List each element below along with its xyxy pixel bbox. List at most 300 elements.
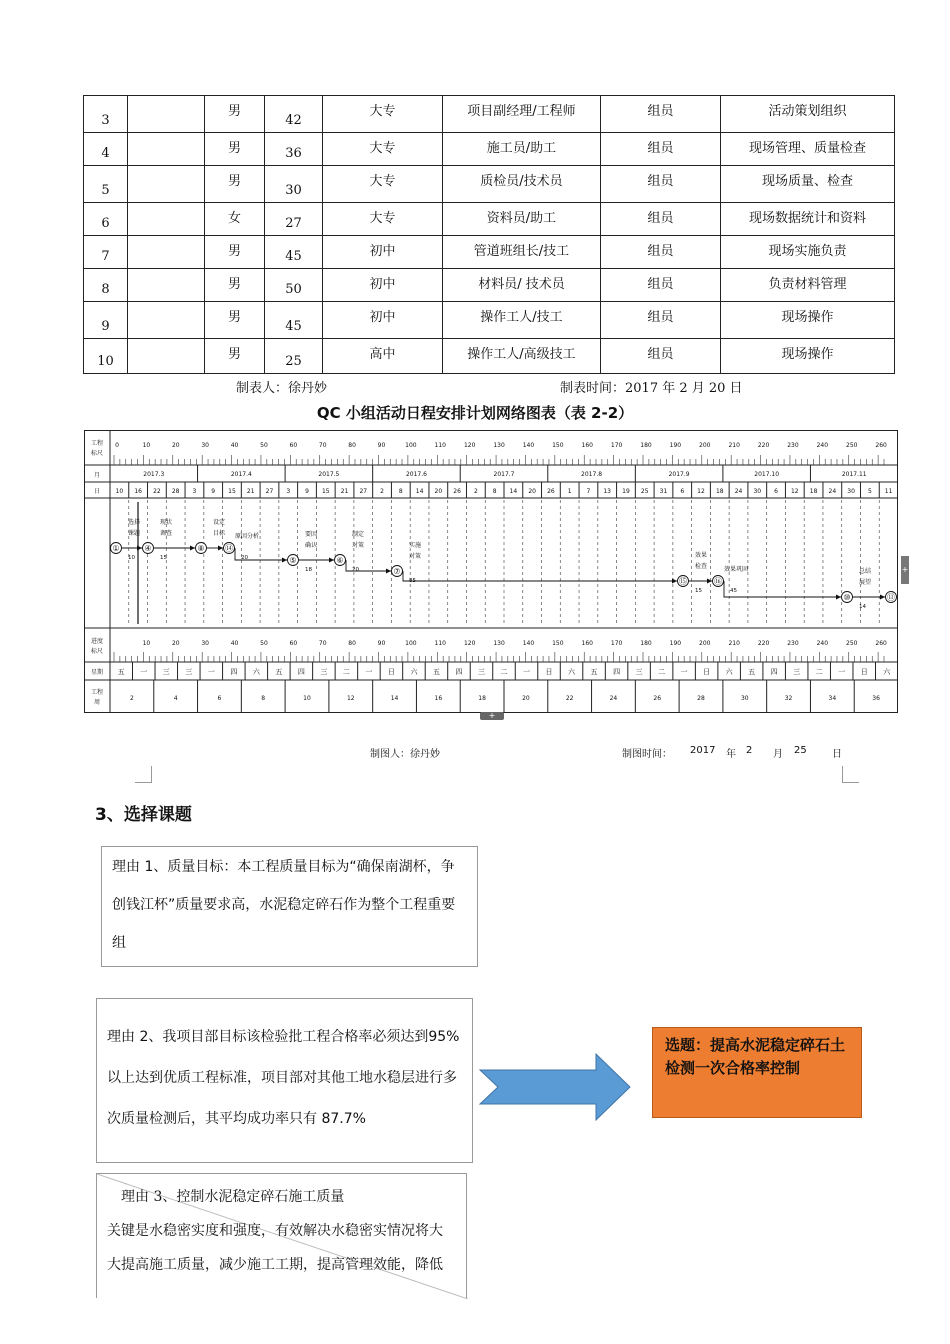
cell-age: 36 xyxy=(265,133,323,166)
bottom-tick-label: 150 xyxy=(552,640,564,647)
day-label: 2 xyxy=(380,488,384,495)
top-tick-label: 10 xyxy=(142,442,151,449)
weekday-label: 一 xyxy=(838,668,846,676)
weekday-label: 三 xyxy=(635,668,643,676)
day-label: 24 xyxy=(828,488,837,495)
arrowhead xyxy=(137,546,142,551)
day-label: 3 xyxy=(286,488,291,495)
day-label: 14 xyxy=(415,488,424,495)
network-svg xyxy=(84,430,898,713)
activity-label: 总结 xyxy=(858,568,872,575)
cell-role: 组员 xyxy=(601,302,721,339)
weekday-label: 二 xyxy=(500,668,508,676)
top-tick-label: 120 xyxy=(463,442,476,449)
cell-no: 10 xyxy=(84,339,128,374)
weekday-label: 五 xyxy=(748,668,756,676)
top-tick-label: 210 xyxy=(728,442,740,449)
bottom-tick-label: 180 xyxy=(640,640,652,647)
weekday-label: 一 xyxy=(140,668,148,676)
top-tick-label: 140 xyxy=(522,442,535,449)
day-label: 7 xyxy=(586,488,591,495)
cell-gender: 男 xyxy=(205,166,265,203)
cell-role: 组员 xyxy=(601,203,721,236)
top-tick-label: 30 xyxy=(201,442,209,449)
arrowhead xyxy=(880,595,885,600)
row-label-day: 日 xyxy=(93,488,101,495)
arrowhead xyxy=(707,579,712,584)
reason-2-box xyxy=(96,998,473,1163)
activity-duration: 15 xyxy=(160,555,167,561)
cell-post: 施工员/助工 xyxy=(443,133,601,166)
cell-role: 组员 xyxy=(601,96,721,133)
week-label: 14 xyxy=(390,695,399,702)
top-tick-label: 50 xyxy=(260,442,268,449)
activity-arrow xyxy=(724,581,841,597)
cell-gender: 男 xyxy=(205,302,265,339)
top-tick-label: 40 xyxy=(230,442,239,449)
cell-post: 资料员/助工 xyxy=(443,203,601,236)
activity-duration: 20 xyxy=(352,567,359,573)
day-label: 18 xyxy=(715,488,724,495)
bottom-tick-label: 230 xyxy=(787,640,799,647)
activity-label: 选择 xyxy=(127,519,141,526)
top-tick-label: 170 xyxy=(610,442,623,449)
day-label: 24 xyxy=(734,488,743,495)
weekday-label: 四 xyxy=(770,668,778,676)
weekday-label: 四 xyxy=(455,668,463,676)
week-label: 26 xyxy=(653,695,662,702)
weekday-label: 五 xyxy=(275,668,283,676)
top-tick-label: 220 xyxy=(757,442,770,449)
cell-no: 7 xyxy=(84,236,128,269)
top-tick-label: 250 xyxy=(846,442,858,449)
cell-edu: 高中 xyxy=(323,339,443,374)
table-row xyxy=(84,133,895,166)
reason-2-text: 理由 2、我项目部目标该检验批工程合格率必须达到95% 以上达到优质工程标准，项目部对其他工地水稳层进行多次质量检测后，其平均成功率只有 87.7% xyxy=(107,1029,460,1127)
arrow-shape xyxy=(478,1052,632,1122)
day-label: 14 xyxy=(509,488,518,495)
reason-3-body: 关键是水稳密实度和强度，有效解决水稳密实情况将大大提高施工质量，减少施工工期，提高管理效能，降低 xyxy=(107,1223,443,1273)
bottom-tick-label: 210 xyxy=(728,640,740,647)
day-label: 6 xyxy=(774,488,778,495)
day-label: 15 xyxy=(228,488,236,495)
cell-duty: 现场实施负责 xyxy=(721,236,895,269)
event-node-label: ⑥ xyxy=(336,556,344,565)
weekday-label: 四 xyxy=(297,668,305,676)
cell-role: 组员 xyxy=(601,269,721,302)
top-tick-label: 160 xyxy=(581,442,593,449)
day-label: 9 xyxy=(211,488,216,495)
day-label: 30 xyxy=(753,488,762,495)
week-label: 8 xyxy=(261,695,266,702)
cell-role: 组员 xyxy=(601,166,721,203)
arrowhead xyxy=(190,546,195,551)
top-tick-label: 230 xyxy=(787,442,799,449)
cell-name xyxy=(128,339,205,374)
activity-label: 展望 xyxy=(858,579,872,586)
table-row xyxy=(84,236,895,269)
day-label: 6 xyxy=(680,488,685,495)
chart-time-label: 制图时间： xyxy=(622,749,672,760)
row-label-scale: 工程 xyxy=(90,440,104,447)
arrowhead xyxy=(329,558,334,563)
day-label: 19 xyxy=(622,488,630,495)
row-label-progress: 标尺 xyxy=(90,648,104,655)
weekday-label: 一 xyxy=(207,668,215,676)
day-label: 16 xyxy=(134,488,142,495)
top-tick-label: 100 xyxy=(405,442,417,449)
weekday-label: 日 xyxy=(860,668,868,676)
event-node-label: ⑮ xyxy=(679,577,687,586)
cell-name xyxy=(128,269,205,302)
bottom-tick-label: 10 xyxy=(142,640,151,647)
arrowhead xyxy=(836,595,841,600)
cell-edu: 大专 xyxy=(323,166,443,203)
week-label: 22 xyxy=(565,695,574,702)
cell-duty: 活动策划组织 xyxy=(721,96,895,133)
activity-label: 要因 xyxy=(304,531,318,538)
day-label: 8 xyxy=(492,488,497,495)
bottom-tick-label: 50 xyxy=(260,640,268,647)
cell-role: 组员 xyxy=(601,236,721,269)
day-label: 5 xyxy=(867,488,872,495)
top-tick-label: 200 xyxy=(699,442,711,449)
day-label: 20 xyxy=(528,488,536,495)
cell-name xyxy=(128,302,205,339)
cell-edu: 大专 xyxy=(323,96,443,133)
topic-box: 选题：提高水泥稳定碎石土检测一次合格率控制 xyxy=(652,1027,862,1118)
weekday-label: 二 xyxy=(658,668,666,676)
chart-month: 2 xyxy=(746,745,753,756)
top-tick-label: 60 xyxy=(289,442,298,449)
day-label: 15 xyxy=(321,488,330,495)
bottom-tick-label: 20 xyxy=(171,640,180,647)
cell-role: 组员 xyxy=(601,339,721,374)
weekday-label: 一 xyxy=(680,668,688,676)
row-label-weekday: 星期 xyxy=(90,669,104,676)
table-row xyxy=(84,203,895,236)
table-row xyxy=(84,269,895,302)
top-tick-label: 80 xyxy=(348,442,356,449)
activity-label: 制定 xyxy=(351,531,365,538)
day-label: 21 xyxy=(246,488,255,495)
member-table xyxy=(83,95,895,374)
day-label: 11 xyxy=(884,488,893,495)
cell-duty: 现场操作 xyxy=(721,302,895,339)
activity-duration: 20 xyxy=(241,555,248,561)
activity-label: 设定 xyxy=(212,519,226,526)
row-label-week: 工程 xyxy=(90,689,104,696)
weekday-label: 日 xyxy=(703,668,711,676)
week-label: 4 xyxy=(173,695,178,702)
activity-label: 原因分析 xyxy=(234,533,260,540)
cell-age: 42 xyxy=(265,96,323,133)
week-label: 18 xyxy=(478,695,486,702)
bottom-tick-label: 220 xyxy=(757,640,770,647)
activity-duration: 10 xyxy=(128,555,135,561)
day-label: 27 xyxy=(265,488,274,495)
row-label-month: 月 xyxy=(93,472,101,479)
event-node-label: ⑯ xyxy=(714,577,722,586)
month-label: 2017.10 xyxy=(754,471,780,478)
table-row xyxy=(84,96,895,133)
bottom-tick-label: 80 xyxy=(348,640,356,647)
cell-no: 3 xyxy=(84,96,128,133)
weekday-label: 日 xyxy=(545,668,553,676)
event-node-label: ⑪ xyxy=(887,593,895,602)
weekday-label: 一 xyxy=(523,668,531,676)
row-label-scale: 标尺 xyxy=(90,450,104,457)
activity-label: 对策 xyxy=(351,542,365,549)
activity-label: 调查 xyxy=(159,530,173,537)
month-label: 2017.7 xyxy=(493,471,515,478)
top-tick-label: 90 xyxy=(377,442,386,449)
cell-edu: 大专 xyxy=(323,133,443,166)
row-label-progress: 进度 xyxy=(90,638,104,645)
day-label: 20 xyxy=(434,488,443,495)
top-tick-label: 180 xyxy=(640,442,652,449)
cell-edu: 初中 xyxy=(323,269,443,302)
cell-duty: 现场管理、质量检查 xyxy=(721,133,895,166)
table-row xyxy=(84,302,895,339)
cell-no: 5 xyxy=(84,166,128,203)
chart-maker: 制图人：徐丹妙 xyxy=(370,749,440,760)
side-resize-handle[interactable]: + xyxy=(901,556,909,584)
activity-duration: 18 xyxy=(305,567,312,573)
table-row xyxy=(84,166,895,203)
activity-duration: 45 xyxy=(730,588,737,594)
bottom-tick-label: 170 xyxy=(610,640,623,647)
week-label: 24 xyxy=(609,695,618,702)
event-node-label: ⑦ xyxy=(393,567,401,576)
cell-gender: 男 xyxy=(205,96,265,133)
activity-label: 课题 xyxy=(127,530,141,537)
weekday-label: 四 xyxy=(230,668,238,676)
top-tick-label: 190 xyxy=(669,442,682,449)
cell-no: 6 xyxy=(84,203,128,236)
activity-duration: 85 xyxy=(409,578,416,584)
cell-duty: 现场操作 xyxy=(721,339,895,374)
cell-gender: 男 xyxy=(205,269,265,302)
bottom-tick-label: 30 xyxy=(201,640,209,647)
weekday-label: 三 xyxy=(185,668,193,676)
event-node-label: ⑭ xyxy=(225,544,233,553)
day-label: 21 xyxy=(340,488,349,495)
month-label: 2017.11 xyxy=(841,471,867,478)
top-tick-label: 0 xyxy=(115,442,119,449)
cell-gender: 女 xyxy=(205,203,265,236)
day-label: 18 xyxy=(809,488,818,495)
bottom-tick-label: 260 xyxy=(875,640,887,647)
day-label: 12 xyxy=(697,488,705,495)
month-label: 2017.3 xyxy=(143,471,165,478)
activity-label: 效果 xyxy=(694,552,708,559)
activity-label: 对策 xyxy=(408,553,422,560)
weekday-label: 六 xyxy=(568,668,576,676)
cell-edu: 初中 xyxy=(323,302,443,339)
week-label: 6 xyxy=(217,695,222,702)
chart-month-unit: 月 xyxy=(773,749,783,760)
day-label: 26 xyxy=(453,488,461,495)
weekday-label: 六 xyxy=(725,668,733,676)
day-label: 9 xyxy=(305,488,309,495)
week-label: 30 xyxy=(740,695,749,702)
week-label: 16 xyxy=(434,695,443,702)
reason-1-text: 理由 1、质量目标：本工程质量目标为“确保南湖杯，争创钱江杯”质量要求高，水泥稳定碎石作为整个工程重要组 xyxy=(112,859,456,951)
reason-1-box xyxy=(101,846,478,967)
weekday-label: 六 xyxy=(883,668,891,676)
cell-name xyxy=(128,236,205,269)
chart-day: 25 xyxy=(794,745,807,756)
week-label: 34 xyxy=(828,695,837,702)
event-node-label: ⑤ xyxy=(289,556,297,565)
bottom-tick-label: 60 xyxy=(289,640,298,647)
day-label: 25 xyxy=(640,488,649,495)
activity-label: 目标 xyxy=(212,530,226,537)
top-tick-label: 110 xyxy=(434,442,447,449)
cell-name xyxy=(128,203,205,236)
event-node-label: ⑧ xyxy=(197,544,205,553)
day-label: 26 xyxy=(547,488,555,495)
cell-edu: 大专 xyxy=(323,203,443,236)
weekday-label: 六 xyxy=(252,668,260,676)
cell-age: 50 xyxy=(265,269,323,302)
bottom-tick-label: 90 xyxy=(377,640,386,647)
table-maker: 制表人：徐丹妙 xyxy=(236,381,328,396)
cell-age: 27 xyxy=(265,203,323,236)
day-label: 10 xyxy=(115,488,124,495)
week-label: 28 xyxy=(697,695,705,702)
week-label: 10 xyxy=(303,695,311,702)
weekday-label: 二 xyxy=(342,668,350,676)
activity-label: 检查 xyxy=(694,563,708,570)
weekday-label: 五 xyxy=(117,668,125,676)
week-label: 20 xyxy=(522,695,530,702)
bottom-tick-label: 130 xyxy=(493,640,505,647)
activity-label: 效果巩固 xyxy=(723,566,749,573)
weekday-label: 三 xyxy=(477,668,485,676)
cell-no: 9 xyxy=(84,302,128,339)
activity-label: 实施 xyxy=(408,542,422,549)
cell-duty: 现场数据统计和资料 xyxy=(721,203,895,236)
activity-duration: 14 xyxy=(859,604,866,610)
cell-gender: 男 xyxy=(205,339,265,374)
bottom-tick-label: 200 xyxy=(699,640,711,647)
cell-post: 质检员/技术员 xyxy=(443,166,601,203)
weekday-label: 四 xyxy=(613,668,621,676)
month-label: 2017.4 xyxy=(230,471,252,478)
bottom-tick-label: 100 xyxy=(405,640,417,647)
top-tick-label: 130 xyxy=(493,442,505,449)
reason-3-box xyxy=(96,1173,467,1298)
bottom-resize-handle[interactable]: + xyxy=(480,712,504,720)
section-title: 3、选择课题 xyxy=(95,805,192,825)
day-label: 2 xyxy=(473,488,478,495)
cell-gender: 男 xyxy=(205,133,265,166)
cell-no: 4 xyxy=(84,133,128,166)
bottom-tick-label: 190 xyxy=(669,640,682,647)
table-time: 制表时间：2017 年 2 月 20 日 xyxy=(560,381,743,396)
arrowhead xyxy=(672,579,677,584)
event-node-label: ④ xyxy=(144,544,152,553)
month-label: 2017.6 xyxy=(405,471,427,478)
cell-age: 30 xyxy=(265,166,323,203)
arrowhead xyxy=(282,558,287,563)
weekday-label: 五 xyxy=(590,668,598,676)
cell-name xyxy=(128,133,205,166)
margin-corner-right xyxy=(842,766,859,783)
cell-post: 操作工人/技工 xyxy=(443,302,601,339)
top-tick-label: 260 xyxy=(875,442,887,449)
cell-age: 25 xyxy=(265,339,323,374)
chart-year: 2017 xyxy=(690,745,716,756)
chart-title: QC 小组活动日程安排计划网络图表（表 2-2） xyxy=(316,404,634,422)
reason-3-title: 理由 3、控制水泥稳定碎石施工质量 xyxy=(121,1189,345,1205)
bottom-tick-label: 70 xyxy=(318,640,327,647)
weekday-label: 二 xyxy=(815,668,823,676)
day-label: 12 xyxy=(790,488,799,495)
week-label: 2 xyxy=(129,695,134,702)
activity-arrow xyxy=(403,571,677,581)
activity-label: 确认 xyxy=(304,542,318,549)
day-label: 13 xyxy=(603,488,612,495)
event-node-label: ⑩ xyxy=(843,593,851,602)
weekday-label: 五 xyxy=(432,668,440,676)
bottom-tick-label: 140 xyxy=(522,640,535,647)
network-diagram xyxy=(84,430,898,713)
cell-post: 材料员/ 技术员 xyxy=(443,269,601,302)
day-label: 8 xyxy=(398,488,403,495)
day-label: 27 xyxy=(359,488,368,495)
day-label: 28 xyxy=(171,488,180,495)
day-label: 1 xyxy=(567,488,572,495)
bottom-tick-label: 250 xyxy=(846,640,858,647)
month-label: 2017.8 xyxy=(581,471,603,478)
top-tick-label: 240 xyxy=(816,442,829,449)
margin-corner-left xyxy=(135,766,152,783)
chart-day-unit: 日 xyxy=(832,749,842,760)
cell-edu: 初中 xyxy=(323,236,443,269)
activity-duration: 15 xyxy=(695,588,702,594)
cell-role: 组员 xyxy=(601,133,721,166)
table-row xyxy=(84,339,895,374)
top-tick-label: 150 xyxy=(552,442,564,449)
event-node-label: ① xyxy=(112,544,120,553)
week-label: 32 xyxy=(784,695,793,702)
activity-label: 现状 xyxy=(159,519,173,526)
cell-age: 45 xyxy=(265,236,323,269)
cell-age: 45 xyxy=(265,302,323,339)
cell-post: 管道班组长/技工 xyxy=(443,236,601,269)
chart-year-unit: 年 xyxy=(726,749,736,760)
cell-post: 操作工人/高级技工 xyxy=(443,339,601,374)
cell-duty: 现场质量、检查 xyxy=(721,166,895,203)
week-label: 36 xyxy=(872,695,880,702)
month-label: 2017.9 xyxy=(668,471,690,478)
cell-duty: 负责材料管理 xyxy=(721,269,895,302)
weekday-label: 日 xyxy=(387,668,395,676)
top-tick-label: 20 xyxy=(171,442,180,449)
weekday-label: 一 xyxy=(365,668,373,676)
cell-post: 项目副经理/工程师 xyxy=(443,96,601,133)
day-label: 31 xyxy=(659,488,668,495)
bottom-tick-label: 160 xyxy=(581,640,593,647)
bottom-tick-label: 240 xyxy=(816,640,829,647)
cell-no: 8 xyxy=(84,269,128,302)
weekday-label: 六 xyxy=(410,668,418,676)
bottom-tick-label: 110 xyxy=(434,640,447,647)
week-label: 12 xyxy=(346,695,355,702)
